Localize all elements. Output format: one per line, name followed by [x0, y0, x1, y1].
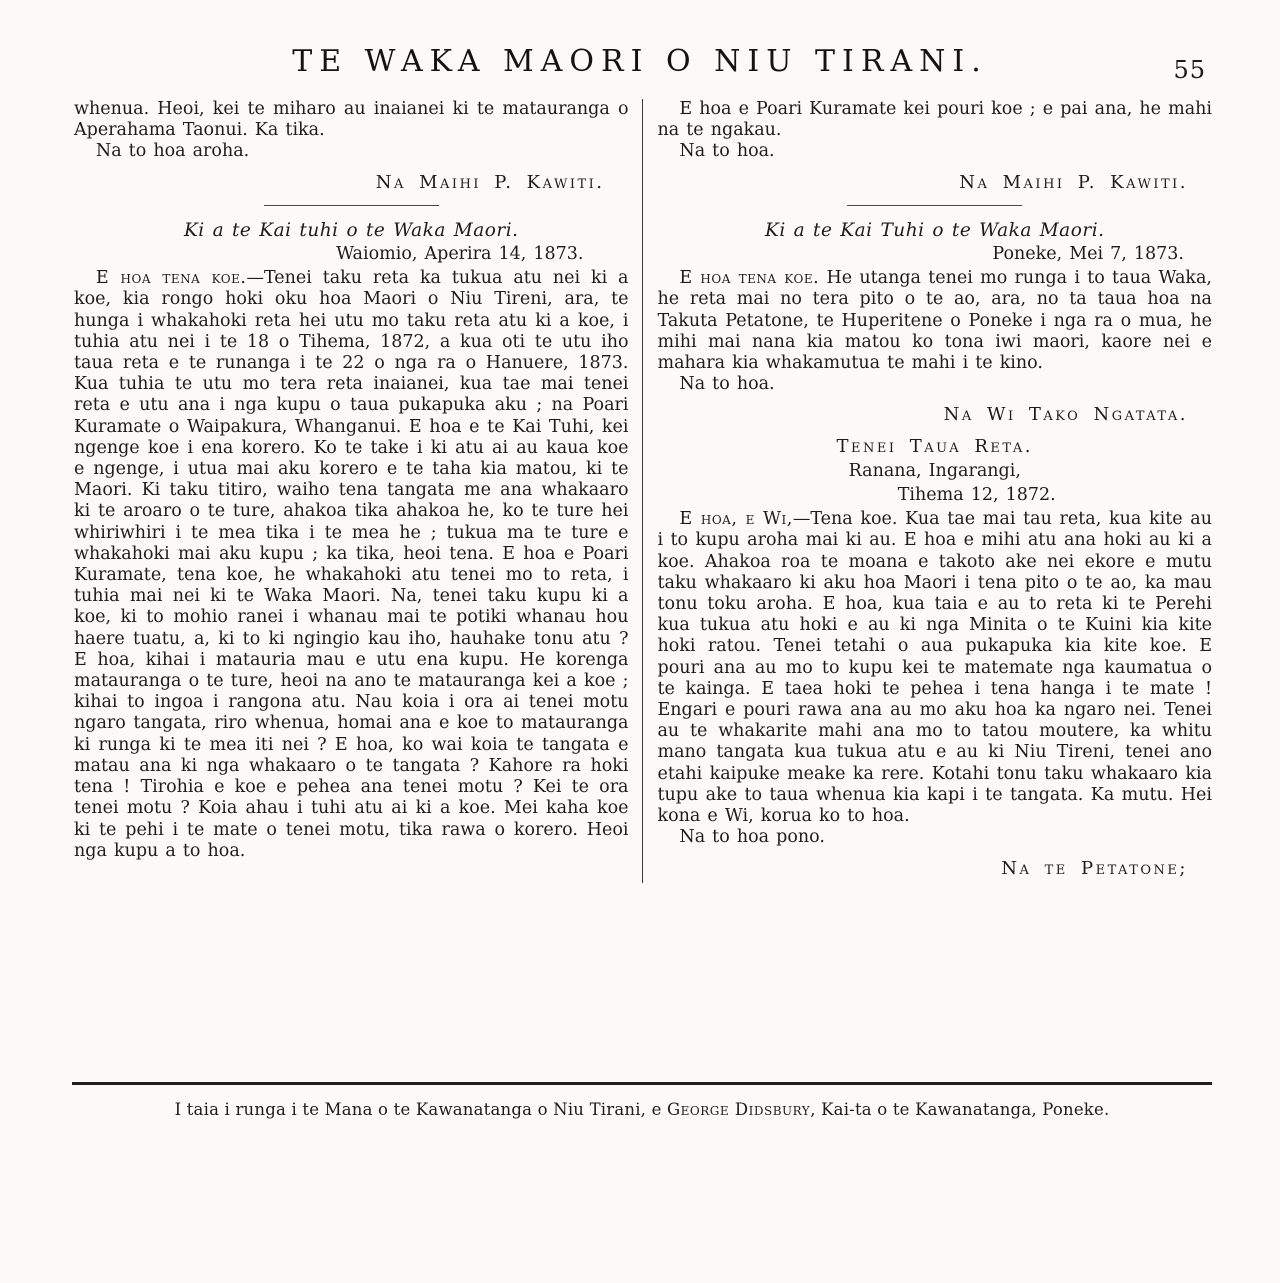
letter-salutation: E hoa tena koe. [679, 268, 820, 289]
letter-salutation: E hoa tena koe. [95, 268, 247, 289]
letter-salutation: E hoa, e Wi, [679, 509, 793, 530]
imprint-printer-name: George Didsbury [666, 1100, 811, 1119]
valediction-line: Na to hoa. [679, 374, 775, 395]
letter-body-paragraph [658, 268, 1213, 374]
left-column [74, 99, 642, 883]
letter-dateline: Tihema 12, 1872. [897, 485, 1056, 506]
letter-dateline: Poneke, Mei 7, 1873. [992, 244, 1184, 265]
newspaper-title: TE WAKA MAORI O NIU TIRANI. [292, 44, 988, 79]
letter-body-text: —Tena koe. Kua tae mai tau reta, kua kite au i to kupu aroha mai ki au. E hoa e mihi atu ana hoki au ki a koe. Ahakoa roa te moana e takoto ake nei ekore e mutu taku whakaaro ki aku hoa Maori i tena pito o te ao, ka mau tonu toku aroha. E hoa, kua taia e au to reta ki te Perehi kua tukua atu hoki e au ki nga Minita o te Kuini kia kite hoki ratou. Tenei tetahi o aua pukapuka kia kite koe. E pouri ana au mo to kupu kei te matemate nga kaumatua o te kainga. E taea hoki te pehea i tena hanga i te mate ! Engari e pouri rawa ana au mo aku hoa ka ngaro nei. Tenei au te whakarite mahi ana mo to tatou moutere, ka whitu mano tangata kua tukua atu e au ki Niu Tireni, tenei ano etahi kaipuke meake ka rere. Kotahi tonu taku whakaaro kia tupu ake to taua whenua kia kapi i te tangata. Ka mutu. Hei kona e Wi, korua ko to hoa. [657, 509, 1213, 827]
letter-section-heading: Tenei Taua Reta. [836, 435, 1033, 457]
valediction-line: Na to hoa pono. [679, 827, 825, 848]
signature-maihi-kawiti: Na Maihi P. Kawiti. [375, 171, 605, 193]
text-columns [74, 99, 1212, 883]
imprint-text-pre: I taia i runga i te Mana o te Kawanatanga o Niu Tirani, e [174, 1100, 667, 1119]
continuation-paragraph: E hoa e Poari Kuramate kei pouri koe ; e pai ana, he mahi na te ngakau. [657, 99, 1212, 141]
imprint-line [72, 1100, 1212, 1119]
imprint-text-post: , Kai-ta o te Kawanatanga, Poneke. [810, 1100, 1110, 1119]
section-divider-rule [264, 205, 439, 206]
letter-heading: Ki a te Kai tuhi o te Waka Maori. [183, 219, 519, 241]
letter-placeline: Ranana, Ingarangi, [848, 460, 1021, 481]
letter-heading: Ki a te Kai Tuhi o te Waka Maori. [765, 219, 1105, 241]
page-number: 55 [1173, 56, 1206, 84]
section-divider-rule [847, 205, 1022, 206]
valediction-line: Na to hoa aroha. [95, 141, 250, 162]
signature-wi-tako-ngatata: Na Wi Tako Ngatata. [943, 404, 1188, 426]
continuation-paragraph: whenua. Heoi, kei te miharo au inaianei ki te matauranga o Aperahama Taonui. Ka tika. [74, 99, 629, 141]
right-column [643, 99, 1213, 883]
letter-body-paragraph [658, 509, 1213, 827]
letter-dateline: Waiomio, Aperira 14, 1873. [336, 244, 584, 265]
letter-body-text: —Tenei taku reta ka tukua atu nei ki a koe, kia rongo hoki oku hoa Maori o Niu Tireni, ara, te hunga i whakahoki reta hei utu mo taku reta atu ki a koe, i tuhia atu nei i te 18 o Tihema, 1872, a kua oti te utu iho taua reta e te runanga i te 22 o nga ra o Hanuere, 1873. Kua tuhia te utu mo tera reta inaianei, kua tae mai tenei reta e utu ana i nga kupu o taua pukapuka aku ; na Poari Kuramate o Waipakura, Whanganui. E hoa e te Kai Tuhi, kei ngenge koe i ena korero. Ko te take i ki atu ai au kaua koe e ngenge, i utua mai aku korero e te taha kia matou, ki te Maori. Ki taku titiro, waiho tena tangata me ana whakaaro ki te aroaro o te ture, ahakoa tika ahakoa he, ko te ture hei whiriwhiri i te mea tika i te mea he ; tukua ma te ture e whakahoki mai aku kupu ; ka tika, heoi tena. E hoa e Poari Kuramate, tena koe, he whakahoki atu tenei mo to reta, i tuhia mai nei ki te Waka Maori. Na, tenei taku kupu ki a koe, ki to mohio ranei i whanau mai te potiki whanau hou haere tuatu, a, ki to ki ngingio kau iho, hauhake tonu atu ? E hoa, kihai i matauria mau e utu ena kupu. He korenga matauranga o te ture, heoi na ano te matauranga kei a koe ; kihai to ingoa i rangona atu. Nau koia i ora ai tenei motu ngaro tangata, riro whenua, homai ana e koe to matauranga ki runga ki te mea iti nei ? E hoa, ko wai koia te tangata e matau ana ki nga whakaaro o te tangata ? Kahore ra hoki tena ! Tirohia e koe e pehea ana tenei motu ? Kei te ora tenei motu ? Koia ahau i tuhi atu ai ki a koe. Mei kaha koe ki te pehi i te mate o tenei motu, tika rawa o korero. Heoi nga kupu a to hoa. [74, 268, 629, 861]
signature-petatone: Na te Petatone; [1001, 857, 1188, 879]
page-footer [72, 1082, 1212, 1119]
letter-body-text: He utanga tenei mo runga i to taua Waka, he reta mai no tera pito o te ao, ara, no ta taua hoa na Takuta Petatone, te Huperitene o Poneke i nga ra o mua, he mihi mai nana kia matou ko tona iwi maori, kaore nei e mahara kia whakamutua te mahi i te kino. [657, 268, 1212, 374]
letter-body-paragraph [74, 268, 629, 862]
footer-rule [72, 1082, 1212, 1085]
valediction-line: Na to hoa. [679, 141, 775, 162]
signature-maihi-kawiti: Na Maihi P. Kawiti. [959, 171, 1188, 193]
masthead-row [0, 0, 1280, 84]
